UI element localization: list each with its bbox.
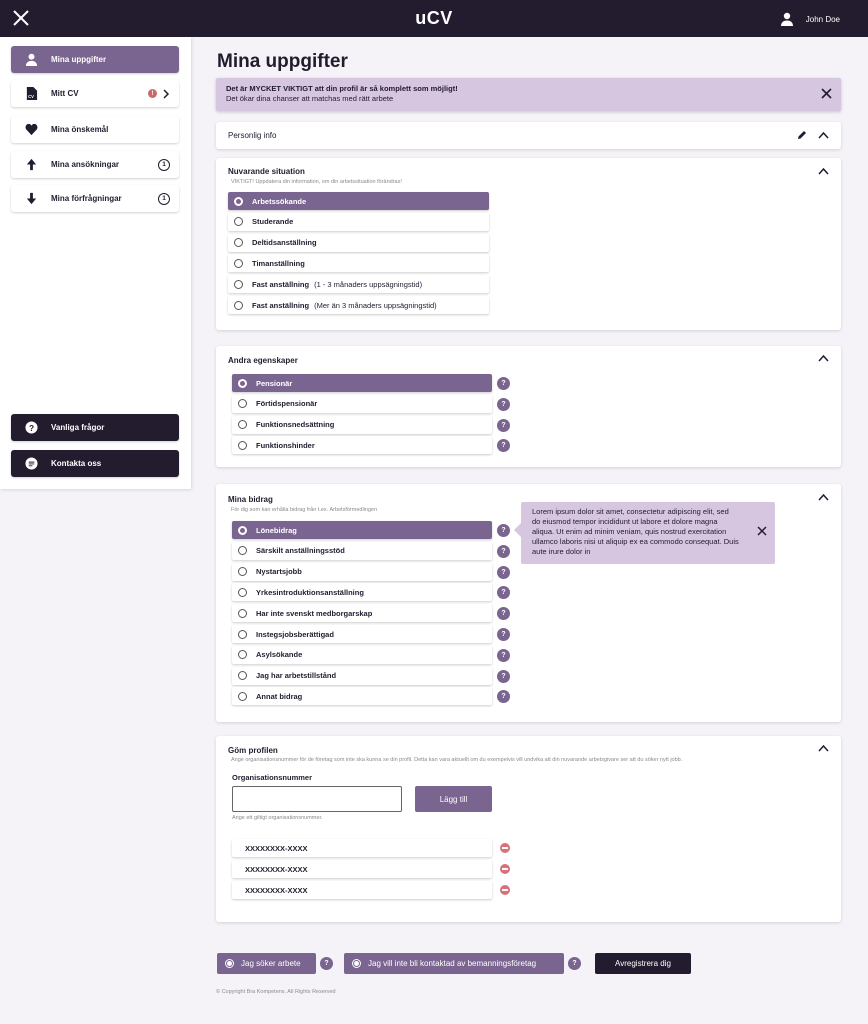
arrow-down-icon: [25, 192, 38, 205]
help-icon[interactable]: ?: [497, 628, 510, 641]
radio-option[interactable]: [228, 254, 489, 272]
count-badge: 1: [158, 159, 170, 171]
alert-banner: [216, 78, 841, 111]
page-title: Mina uppgifter: [217, 51, 348, 72]
radio-unchecked-icon: [234, 301, 243, 310]
radio-option[interactable]: [232, 604, 492, 622]
option-label: Timanställning: [252, 258, 305, 268]
radio-checked-icon: [238, 379, 247, 388]
top-bar: [0, 0, 868, 37]
no-staffing-contact-toggle[interactable]: [344, 953, 564, 974]
remove-icon[interactable]: [500, 843, 510, 853]
radio-option[interactable]: [232, 521, 492, 539]
sidebar-item-mina-onskemal[interactable]: [11, 116, 179, 143]
section-subtitle: För dig som kan erhålla bidrag från t.ex. Arbetsförmedlingen: [231, 507, 378, 513]
radio-unchecked-icon: [238, 650, 247, 659]
toggle-label: Jag vill inte bli kontaktad av bemanningsföretag: [368, 959, 537, 968]
help-icon[interactable]: ?: [320, 957, 333, 970]
chevron-right-icon: [162, 89, 170, 99]
option-label: Funktionshinder: [256, 440, 315, 450]
sidebar-item-label: Kontakta oss: [51, 459, 102, 468]
radio-unchecked-icon: [234, 217, 243, 226]
chevron-up-icon[interactable]: [818, 493, 829, 501]
radio-option[interactable]: [232, 416, 492, 434]
option-label: Arbetssökande: [252, 196, 307, 206]
sidebar-item-label: Mitt CV: [51, 89, 79, 98]
sidebar-item-mina-ansokningar[interactable]: [11, 151, 179, 178]
sidebar-item-label: Mina förfrågningar: [51, 194, 122, 203]
help-icon[interactable]: ?: [497, 649, 510, 662]
org-number-hint: Ange ett giltigt organisationsnummer.: [232, 815, 323, 821]
help-icon[interactable]: ?: [497, 545, 510, 558]
option-label: Yrkesintroduktionsanställning: [256, 587, 364, 597]
radio-option[interactable]: [232, 374, 492, 392]
add-org-button[interactable]: Lägg till: [415, 786, 492, 812]
tooltip-text: Lorem ipsum dolor sit amet, consectetur adipiscing elit, sed do eiusmod tempor incididunt ut labore et dolore magna aliqua. Ut enim ad minim veniam, quis nostrud exercitation ullamco laboris nisi ut aliquip ex ea commodo consequat. Duis aute irure dolor in: [532, 507, 739, 556]
option-label: Deltidsanställning: [252, 238, 317, 248]
org-entry: XXXXXXXX-XXXX: [232, 860, 492, 878]
radio-unchecked-icon: [238, 609, 247, 618]
option-label: Instegsjobsberättigad: [256, 629, 334, 639]
copyright: © Copyright Bra Kompetens. All Rights Reserved: [216, 989, 336, 995]
help-icon[interactable]: ?: [497, 398, 510, 411]
radio-option[interactable]: [228, 192, 489, 210]
toggle-label: Jag söker arbete: [241, 959, 301, 968]
option-detail: (Mer än 3 månaders uppsägningstid): [314, 300, 437, 310]
chevron-up-icon[interactable]: [818, 167, 829, 175]
radio-unchecked-icon: [234, 259, 243, 268]
section-title: Mina bidrag: [228, 495, 273, 504]
cv-document-icon: [25, 87, 38, 100]
arrow-up-icon: [25, 158, 38, 171]
help-icon[interactable]: ?: [497, 377, 510, 390]
section-subtitle: VIKTIGT! Uppdatera din information, om din arbetssituation förändras!: [231, 179, 402, 185]
user-menu[interactable]: [780, 12, 840, 26]
help-icon[interactable]: ?: [497, 670, 510, 683]
chat-icon: [25, 457, 38, 470]
help-icon[interactable]: ?: [568, 957, 581, 970]
radio-option[interactable]: [228, 234, 489, 252]
edit-pencil-icon[interactable]: [797, 130, 807, 140]
radio-option[interactable]: [232, 625, 492, 643]
option-detail: (1 - 3 månaders uppsägningstid): [314, 279, 423, 289]
section-title: Nuvarande situation: [228, 167, 305, 176]
alert-heading: Det är MYCKET VIKTIGT att din profil är så komplett som möjligt!: [226, 84, 458, 93]
option-label: Asylsökande: [256, 650, 303, 660]
help-tooltip: [521, 502, 775, 564]
seeking-work-toggle[interactable]: [217, 953, 316, 974]
radio-unchecked-icon: [238, 630, 247, 639]
radio-unchecked-icon: [238, 671, 247, 680]
sidebar-item-label: Mina uppgifter: [51, 55, 107, 64]
help-icon[interactable]: ?: [497, 524, 510, 537]
radio-unchecked-icon: [238, 588, 247, 597]
help-icon[interactable]: ?: [497, 439, 510, 452]
option-label: Annat bidrag: [256, 691, 303, 701]
remove-icon[interactable]: [500, 885, 510, 895]
sidebar-item-kontakta-oss[interactable]: [11, 450, 179, 477]
org-entry: XXXXXXXX-XXXX: [232, 881, 492, 899]
option-label: Jag har arbetstillstånd: [256, 671, 337, 681]
radio-checked-icon: [238, 526, 247, 535]
radio-unchecked-icon: [238, 567, 247, 576]
section-title: Personlig info: [228, 131, 277, 140]
radio-unchecked-icon: [234, 238, 243, 247]
section-subtitle: Ange organisationsnummer för de företag som inte ska kunna se din profil. Detta kan vara aktuellt om du exempelvis vill undvika att din nuvarande arbetsgivare ser att du söker nytt jobb.: [231, 757, 683, 763]
heart-icon: [25, 123, 38, 136]
radio-option[interactable]: [228, 213, 489, 231]
option-label: Funktionsnedsättning: [256, 420, 335, 430]
radio-option[interactable]: [232, 395, 492, 413]
option-label: Fast anställning: [252, 279, 310, 289]
radio-option[interactable]: [232, 687, 492, 705]
radio-checked-icon: [234, 197, 243, 206]
radio-unchecked-icon: [238, 692, 247, 701]
chevron-up-icon[interactable]: [818, 354, 829, 362]
sidebar: [0, 37, 191, 489]
sidebar-item-mitt-cv[interactable]: [11, 80, 179, 107]
sidebar-item-mina-uppgifter[interactable]: [11, 46, 179, 73]
radio-unchecked-icon: [238, 420, 247, 429]
option-label: Pensionär: [256, 378, 293, 388]
radio-unchecked-icon: [238, 399, 247, 408]
help-icon[interactable]: ?: [497, 566, 510, 579]
option-label: Fast anställning: [252, 300, 310, 310]
radio-checked-icon: [225, 959, 234, 968]
user-icon: [780, 12, 794, 26]
option-label: Har inte svenskt medborgarskap: [256, 608, 373, 618]
option-label: Lönebidrag: [256, 525, 297, 535]
radio-unchecked-icon: [238, 441, 247, 450]
count-badge: 1: [158, 193, 170, 205]
app-logo[interactable]: uCV: [415, 8, 453, 28]
chevron-up-icon[interactable]: [818, 744, 829, 752]
close-icon[interactable]: [757, 526, 767, 536]
svg-text:CV: CV: [27, 94, 34, 100]
radio-checked-icon: [352, 959, 361, 968]
radio-option[interactable]: [228, 275, 489, 293]
sidebar-item-vanliga-fragor[interactable]: [11, 414, 179, 441]
alert-text: Det ökar dina chanser att matchas med rätt arbete: [226, 94, 394, 103]
user-name: John Doe: [805, 14, 840, 24]
section-title: Göm profilen: [228, 746, 278, 755]
radio-option[interactable]: [232, 542, 492, 560]
sidebar-item-label: Vanliga frågor: [51, 423, 105, 432]
chevron-up-icon[interactable]: [818, 131, 829, 139]
option-label: Nystartsjobb: [256, 567, 302, 577]
radio-option[interactable]: [232, 646, 492, 664]
option-label: Förtidspensionär: [256, 399, 318, 409]
option-label: Särskilt anställningsstöd: [256, 546, 345, 556]
radio-option[interactable]: [232, 436, 492, 454]
help-icon[interactable]: ?: [497, 690, 510, 703]
option-label: Studerande: [252, 217, 294, 227]
radio-option[interactable]: [232, 583, 492, 601]
sidebar-item-mina-forfragningar[interactable]: [11, 185, 179, 212]
remove-icon[interactable]: [500, 864, 510, 874]
person-icon: [25, 53, 38, 66]
radio-unchecked-icon: [238, 546, 247, 555]
question-icon: [25, 421, 38, 434]
sidebar-item-label: Mina ansökningar: [51, 160, 120, 169]
warning-badge: !: [148, 89, 157, 98]
org-number-input[interactable]: [232, 786, 402, 812]
radio-option[interactable]: [228, 296, 489, 314]
help-icon[interactable]: ?: [497, 586, 510, 599]
radio-option[interactable]: [232, 563, 492, 581]
radio-option[interactable]: [232, 667, 492, 685]
section-title: Andra egenskaper: [228, 356, 298, 365]
sidebar-item-label: Mina önskemål: [51, 125, 109, 134]
radio-unchecked-icon: [234, 280, 243, 289]
unregister-button[interactable]: Avregistrera dig: [595, 953, 691, 974]
close-icon[interactable]: [821, 88, 832, 99]
org-entry: XXXXXXXX-XXXX: [232, 839, 492, 857]
svg-text:?: ?: [28, 422, 34, 433]
personal-info-card[interactable]: [216, 122, 841, 149]
help-icon[interactable]: ?: [497, 419, 510, 432]
help-icon[interactable]: ?: [497, 607, 510, 620]
org-number-label: Organisationsnummer: [232, 773, 313, 782]
